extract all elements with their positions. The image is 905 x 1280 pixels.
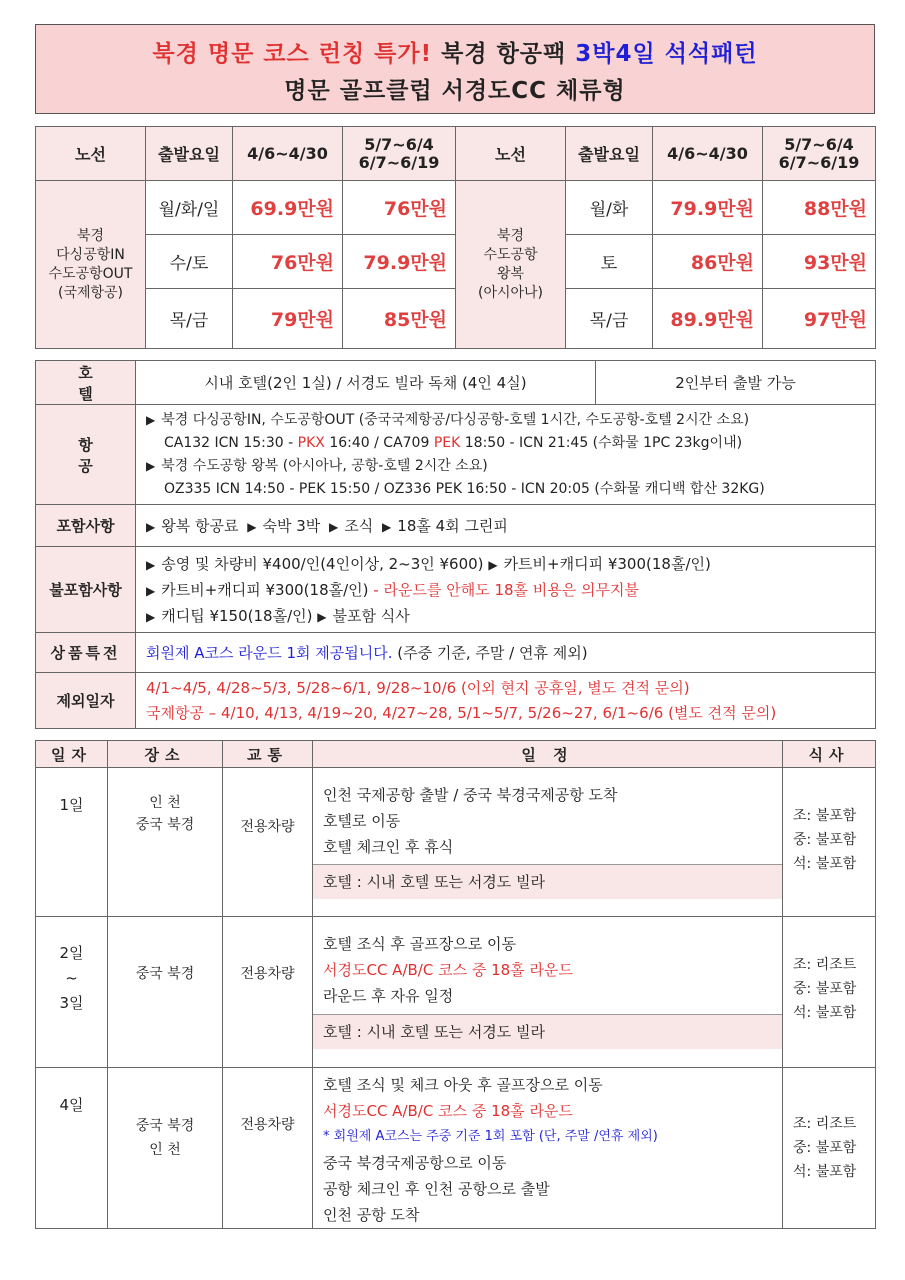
schedule-table — [35, 740, 876, 1229]
itinerary-line: 호텔 체크인 후 휴식 — [323, 838, 454, 856]
meals-2 — [783, 917, 876, 1068]
min-pax: 2인부터 출발 가능 — [596, 361, 876, 405]
price-cell: 97만원 — [763, 289, 876, 349]
itinerary-line: 라운드 후 자유 일정 — [323, 987, 454, 1005]
itinerary-membership-note: * 회원제 A코스는 주중 기준 1회 포함 (단, 주말 /연휴 제외) — [323, 1129, 658, 1144]
price-table — [35, 126, 876, 349]
place-4 — [108, 1068, 223, 1229]
excluded-label: 불포함사항 — [36, 547, 136, 633]
bullet-triangle-icon: ▶ — [488, 557, 498, 572]
excluded-cart: 카트비+캐디피 ¥300(18홀/인) — [503, 554, 711, 573]
included-items — [136, 505, 876, 547]
special-text — [136, 633, 876, 673]
price-header-route-2: 노선 — [456, 127, 566, 181]
itinerary-golf-round: 서경도CC A/B/C 코스 중 18홀 라운드 — [323, 961, 573, 979]
air-flight-1b: 16:40 / CA709 — [329, 434, 430, 451]
airport-pek: PEK — [433, 434, 461, 451]
included-item: 숙박 3박 — [262, 517, 321, 535]
meals-4 — [783, 1068, 876, 1229]
exclusion-dates — [136, 673, 876, 729]
meals-1 — [783, 768, 876, 917]
meal-lunch: 중: 불포함 — [793, 832, 857, 848]
bullet-triangle-icon: ▶ — [329, 520, 339, 534]
weekday-cell: 토 — [566, 235, 653, 289]
air-route-1: 북경 다싱공항IN, 수도공항OUT (중국국제항공/다싱공항-호텔 1시간, 수도공항-호텔 2시간 소요) — [161, 411, 750, 428]
meal-lunch: 중: 불포함 — [793, 981, 857, 997]
price-header-period2-2 — [763, 127, 876, 181]
itinerary-line: 인천 국제공항 출발 / 중국 북경국제공항 도착 — [323, 786, 618, 804]
itinerary-1 — [313, 768, 783, 917]
meal-lunch: 중: 불포함 — [793, 1140, 857, 1156]
air-details — [136, 405, 876, 505]
special-benefit: 회원제 A코스 라운드 1회 제공됩니다. — [146, 644, 393, 662]
meal-breakfast: 조: 리조트 — [793, 957, 857, 973]
place-4-a: 중국 북경 — [135, 1118, 195, 1134]
meal-dinner: 석: 불포함 — [793, 1164, 857, 1180]
price-cell: 79.9만원 — [343, 235, 456, 289]
bullet-triangle-icon: ▶ — [247, 520, 257, 534]
price-cell: 69.9만원 — [233, 181, 343, 235]
price-header-weekday-2: 출발요일 — [566, 127, 653, 181]
excluded-items — [136, 547, 876, 633]
sched-header-day: 일자 — [36, 741, 108, 768]
route-left-l3: 수도공항OUT — [48, 265, 133, 282]
price-cell: 88만원 — [763, 181, 876, 235]
route-right-l3: 왕복 — [496, 265, 525, 282]
excluded-transfer: 송영 및 차량비 ¥400/인(4인이상, 2~3인 ¥600) — [161, 554, 484, 573]
bullet-triangle-icon: ▶ — [146, 557, 156, 572]
price-header-period2 — [343, 127, 456, 181]
included-item: 조식 — [344, 517, 374, 535]
weekday-cell: 목/금 — [146, 289, 233, 349]
price-cell: 86만원 — [653, 235, 763, 289]
air-flight-1c: 18:50 - ICN 21:45 (수화물 1PC 23kg이내) — [464, 434, 743, 451]
price-cell: 85만원 — [343, 289, 456, 349]
meal-breakfast: 조: 불포함 — [793, 808, 857, 824]
meal-dinner: 석: 불포함 — [793, 1005, 857, 1021]
itinerary-line: 호텔로 이동 — [323, 812, 401, 830]
special-label: 상품특전 — [36, 633, 136, 673]
itinerary-golf-round: 서경도CC A/B/C 코스 중 18홀 라운드 — [323, 1102, 573, 1120]
route-right-l1: 북경 — [496, 227, 525, 244]
place-1-b: 중국 북경 — [135, 817, 195, 833]
info-table — [35, 360, 876, 729]
transport-1: 전용차량 — [223, 768, 313, 917]
excluded-caddie-tip: 캐디팁 ¥150(18홀/인) — [161, 606, 313, 625]
hotel-line-1: 호텔 : 시내 호텔 또는 서경도 빌라 — [313, 864, 782, 899]
transport-2: 전용차량 — [223, 917, 313, 1068]
air-route-2: 북경 수도공항 왕복 (아시아나, 공항-호텔 2시간 소요) — [161, 457, 488, 474]
route-right-l2: 수도공항 — [483, 246, 538, 263]
title-banner — [35, 24, 875, 114]
route-left-l4: (국제항공) — [57, 284, 124, 301]
mandatory-fee-note: - 라운드를 안해도 18홀 비용은 의무지불 — [373, 580, 639, 599]
day-2-3 — [36, 917, 108, 1068]
hotel-line-2: 호텔 : 시내 호텔 또는 서경도 빌라 — [313, 1014, 782, 1049]
itinerary-line: 인천 공항 도착 — [323, 1206, 420, 1224]
price-header-period1-2: 4/6~4/30 — [653, 127, 763, 181]
route-left — [36, 181, 146, 349]
period2-b-2: 6/7~6/19 — [778, 152, 860, 172]
included-item: 18홀 4회 그린피 — [397, 517, 508, 535]
price-cell: 93만원 — [763, 235, 876, 289]
weekday-cell: 월/화 — [566, 181, 653, 235]
hotel-label: 호 텔 — [36, 361, 136, 405]
day-4: 4일 — [36, 1068, 108, 1229]
meal-dinner: 석: 불포함 — [793, 856, 857, 872]
title-duration: 3박4일 석석패턴 — [575, 41, 758, 67]
day-1: 1일 — [36, 768, 108, 917]
title-package: 북경 항공팩 — [441, 41, 567, 67]
place-1-a: 인 천 — [149, 795, 181, 811]
hotel-text: 시내 호텔(2인 1실) / 서경도 빌라 독채 (4인 4실) — [136, 361, 596, 405]
title-line2: 명문 골프클럽 서경도CC 체류형 — [284, 78, 626, 104]
title-line1 — [36, 35, 874, 68]
bullet-triangle-icon: ▶ — [146, 458, 156, 473]
bullet-triangle-icon: ▶ — [146, 609, 156, 624]
exclusion-dates-2: 국제항공 – 4/10, 4/13, 4/19~20, 4/27~28, 5/1~5/7, 5/26~27, 6/1~6/6 (별도 견적 문의) — [146, 703, 777, 722]
price-header-weekday: 출발요일 — [146, 127, 233, 181]
meal-breakfast: 조: 리조트 — [793, 1116, 857, 1132]
title-promo: 북경 명문 코스 런칭 특가! — [152, 41, 433, 67]
price-header-route: 노선 — [36, 127, 146, 181]
transport-4: 전용차량 — [223, 1068, 313, 1229]
route-left-l2: 다싱공항IN — [56, 246, 125, 263]
weekday-cell: 목/금 — [566, 289, 653, 349]
price-cell: 79만원 — [233, 289, 343, 349]
route-right — [456, 181, 566, 349]
bullet-triangle-icon: ▶ — [146, 583, 156, 598]
day-3: 3일 — [59, 994, 84, 1012]
air-label: 항 공 — [36, 405, 136, 505]
excluded-meals: 불포함 식사 — [332, 606, 410, 625]
price-header-period1: 4/6~4/30 — [233, 127, 343, 181]
price-cell: 76만원 — [343, 181, 456, 235]
bullet-triangle-icon: ▶ — [146, 412, 156, 427]
included-item: 왕복 항공료 — [161, 517, 239, 535]
weekday-cell: 수/토 — [146, 235, 233, 289]
place-2: 중국 북경 — [108, 917, 223, 1068]
itinerary-2 — [313, 917, 783, 1068]
price-cell: 76만원 — [233, 235, 343, 289]
day-2: 2일 — [59, 944, 84, 962]
place-1 — [108, 768, 223, 917]
place-4-b: 인 천 — [149, 1142, 181, 1158]
sched-header-transport: 교통 — [223, 741, 313, 768]
itinerary-line: 호텔 조식 및 체크 아웃 후 골프장으로 이동 — [323, 1076, 603, 1094]
bullet-triangle-icon: ▶ — [382, 520, 392, 534]
sched-header-place: 장소 — [108, 741, 223, 768]
bullet-triangle-icon: ▶ — [146, 520, 156, 534]
bullet-triangle-icon: ▶ — [317, 609, 327, 624]
day-range-tilde: ~ — [65, 969, 78, 987]
itinerary-line: 중국 북경국제공항으로 이동 — [323, 1154, 507, 1172]
route-left-l1: 북경 — [76, 227, 105, 244]
weekday-cell: 월/화/일 — [146, 181, 233, 235]
sched-header-itinerary: 일 정 — [313, 741, 783, 768]
period2-a: 5/7~6/4 — [364, 134, 434, 154]
excluded-cart-2: 카트비+캐디피 ¥300(18홀/인) — [161, 580, 369, 599]
period2-a-2: 5/7~6/4 — [784, 134, 854, 154]
price-cell: 89.9만원 — [653, 289, 763, 349]
price-cell: 79.9만원 — [653, 181, 763, 235]
exclusion-dates-label: 제외일자 — [36, 673, 136, 729]
itinerary-line: 호텔 조식 후 골프장으로 이동 — [323, 935, 516, 953]
itinerary-line: 공항 체크인 후 인천 공항으로 출발 — [323, 1180, 550, 1198]
exclusion-dates-1: 4/1~4/5, 4/28~5/3, 5/28~6/1, 9/28~10/6 (이외 현지 공휴일, 별도 견적 문의) — [146, 678, 690, 697]
air-flight-2: OZ335 ICN 14:50 - PEK 15:50 / OZ336 PEK 16:50 - ICN 20:05 (수화물 캐디백 합산 32KG) — [164, 480, 765, 497]
airport-pkx: PKX — [297, 434, 325, 451]
period2-b: 6/7~6/19 — [358, 152, 440, 172]
route-right-l4: (아시아나) — [477, 284, 544, 301]
air-flight-1a: CA132 ICN 15:30 - — [164, 434, 294, 451]
sched-header-meals: 식사 — [783, 741, 876, 768]
itinerary-4 — [313, 1068, 783, 1229]
included-label: 포함사항 — [36, 505, 136, 547]
special-condition: (주중 기준, 주말 / 연휴 제외) — [397, 644, 588, 662]
